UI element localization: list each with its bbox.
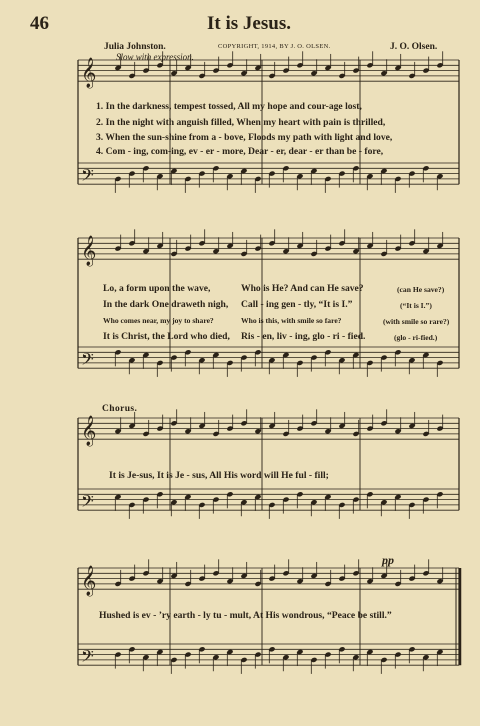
verse-line-3-part-1: Who comes near, my joy to share? <box>103 316 214 325</box>
verse-line-4-part-2: Ris - en, liv - ing, glo - ri - fied. <box>241 331 366 342</box>
verse-line-1-part-2: Who is He? And can He save? <box>241 283 364 294</box>
svg-text:𝄞: 𝄞 <box>81 236 97 267</box>
copyright-notice: COPYRIGHT, 1914, BY J. O. OLSEN. <box>218 43 331 50</box>
verse-line-4: 4. Com - ing, com-ing, ev - er - more, Dear - er, dear - er than be - fore, <box>96 146 384 157</box>
svg-text:𝄢: 𝄢 <box>81 646 94 671</box>
chorus-line-1: It is Je-sus, It is Je - sus, All His word will He ful - fill; <box>109 470 329 481</box>
svg-text:𝄞: 𝄞 <box>81 58 97 89</box>
verse-line-2-part-1: In the dark One draweth nigh, <box>103 299 229 310</box>
verse-line-2: 2. In the night with anguish filled, When my heart with pain is thrilled, <box>96 117 386 128</box>
verse-line-3-part-2: Who is this, with smile so fare? <box>241 316 342 325</box>
pianissimo-marking: pp <box>382 553 394 567</box>
verse-line-3: 3. When the sun-shine from a - bove, Floods my path with light and love, <box>96 132 393 143</box>
svg-text:𝄢: 𝄢 <box>81 165 94 190</box>
page-number: 46 <box>30 13 49 34</box>
svg-text:𝄞: 𝄞 <box>81 416 97 447</box>
verse-line-1-part-1: Lo, a form upon the wave, <box>103 283 211 294</box>
composer-credit: J. O. Olsen. <box>390 42 438 52</box>
svg-text:𝄢: 𝄢 <box>81 491 94 516</box>
verse-line-1-echo: (can He save?) <box>397 285 445 294</box>
verse-line-3-echo: (with smile so rare?) <box>383 317 450 326</box>
chorus-label: Chorus. <box>102 404 138 414</box>
lyricist-credit: Julia Johnston. <box>104 42 166 52</box>
chorus-line-2: Hushed is ev - ’ry earth - ly tu - mult, At His wondrous, “Peace be still.” <box>99 610 392 621</box>
tempo-marking: Slow with expression. <box>116 52 194 62</box>
verse-line-2-echo: (“It is I.”) <box>400 301 432 310</box>
svg-text:𝄞: 𝄞 <box>81 566 97 597</box>
verse-line-4-echo: (glo - ri-fied.) <box>394 333 438 342</box>
verse-line-4-part-1: It is Christ, the Lord who died, <box>103 331 230 342</box>
verse-line-1: 1. In the darkness, tempest tossed, All my hope and cour-age lost, <box>96 101 362 112</box>
svg-text:𝄢: 𝄢 <box>81 349 94 374</box>
verse-line-2-part-2: Call - ing gen - tly, “It is I.” <box>241 299 353 310</box>
hymn-title: It is Jesus. <box>207 13 291 34</box>
